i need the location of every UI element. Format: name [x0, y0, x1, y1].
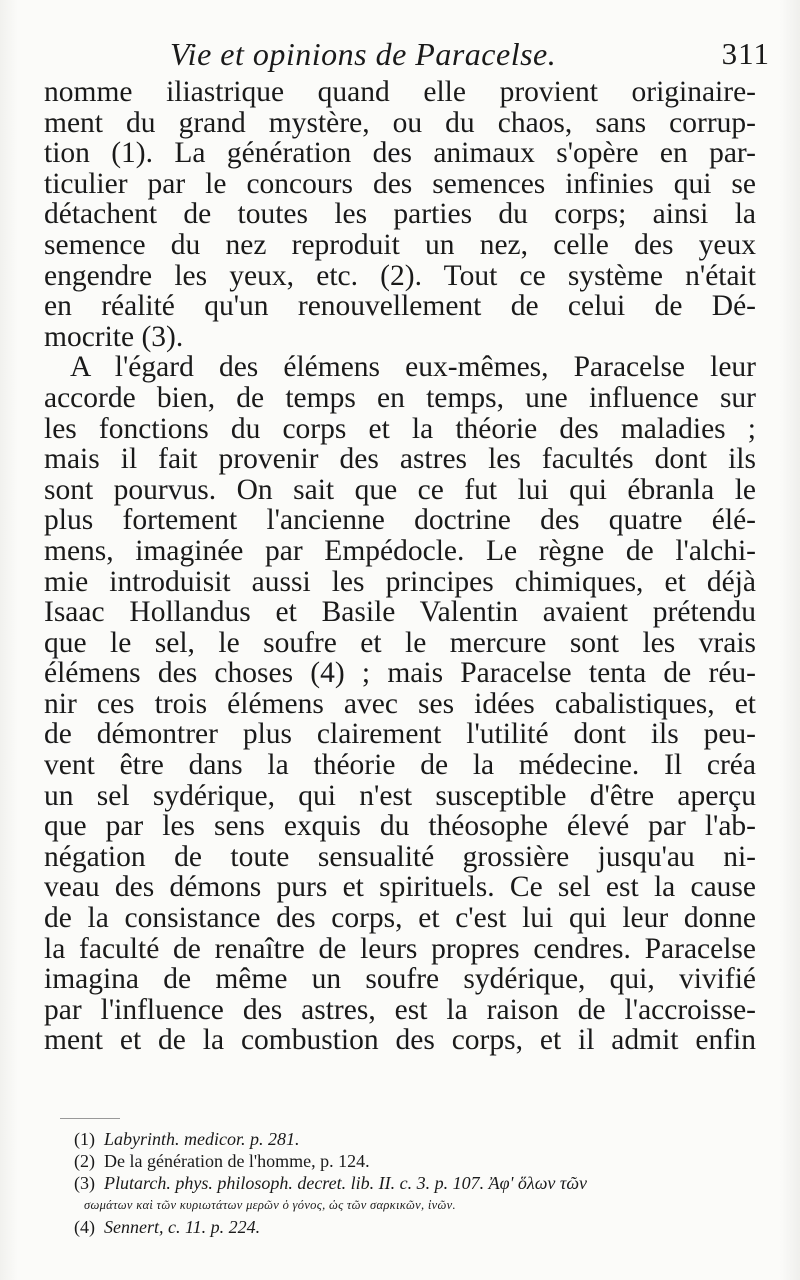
footnote-text: Plutarch. phys. philosoph. decret. lib. II. c. 3. p. 107. Ἀφ' ὅλων τῶν [104, 1173, 588, 1193]
running-header [170, 36, 770, 76]
text-line: ticulier par le concours des semences infinies qui se [44, 167, 756, 200]
footnote [74, 1150, 770, 1172]
footnote-rule [60, 1118, 120, 1119]
footnote-number: (2) [74, 1151, 95, 1171]
text-line: un sel sydérique, qui n'est susceptible d'être aperçu [44, 779, 756, 812]
text-line: tion (1). La génération des animaux s'opère en par- [44, 137, 756, 170]
text-line: imagina de même un soufre sydérique, qui, vivifié [44, 963, 756, 996]
text-line: nir ces trois élémens avec ses idées cabalistiques, et [44, 687, 756, 720]
footnote-text: σωμάτων καὶ τῶν κυριωτάτων μερῶν ὁ γόνος, ὡς τῶν σαρκικῶν, ἰνῶν. [84, 1198, 456, 1212]
text-line: accorde bien, de temps en temps, une influence sur [44, 381, 756, 414]
footnote-continuation [74, 1194, 770, 1216]
text-line: A l'égard des élémens eux-mêmes, Paracelse leur [70, 351, 756, 384]
text-line: ment et de la combustion des corps, et il admit enfin [44, 1024, 756, 1057]
page-number: 311 [721, 36, 770, 71]
text-line: mocrite (3). [44, 320, 184, 353]
text-line: que le sel, le soufre et le mercure sont les vrais [44, 626, 756, 659]
text-line: détachent de toutes les parties du corps; ainsi la [44, 198, 756, 231]
text-line: la faculté de renaître de leurs propres cendres. Paracelse [44, 932, 756, 965]
text-line: négation de toute sensualité grossière jusqu'au ni- [44, 840, 756, 873]
text-line: mie introduisit aussi les principes chimiques, et déjà [44, 565, 756, 598]
footnote-number: (1) [74, 1129, 95, 1149]
text-line: que par les sens exquis du théosophe élevé par l'ab- [44, 810, 756, 843]
text-line: engendre les yeux, etc. (2). Tout ce système n'était [44, 259, 756, 292]
text-line: plus fortement l'ancienne doctrine des quatre élé- [44, 504, 756, 537]
footnote-text: Sennert, c. 11. p. 224. [104, 1217, 261, 1237]
text-line: ment du grand mystère, ou du chaos, sans corrup- [44, 106, 756, 139]
body-text [44, 77, 756, 1056]
text-line: semence du nez reproduit un nez, celle des yeux [44, 228, 756, 261]
footnote-number: (4) [74, 1217, 95, 1237]
text-line: de démontrer plus clairement l'utilité dont ils peu- [44, 718, 756, 751]
footnote [74, 1128, 770, 1150]
text-line: élémens des choses (4) ; mais Paracelse tenta de réu- [44, 657, 756, 690]
footnote-text: Labyrinth. medicor. p. 281. [104, 1129, 300, 1149]
text-line: les fonctions du corps et la théorie des maladies ; [44, 412, 756, 445]
text-line: mens, imaginée par Empédocle. Le règne de l'alchi- [44, 534, 756, 567]
text-line: mais il fait provenir des astres les facultés dont ils [44, 443, 756, 476]
footnote [74, 1172, 770, 1194]
running-title: Vie et opinions de Paracelse. [170, 36, 557, 72]
text-line: en réalité qu'un renouvellement de celui de Dé- [44, 290, 756, 323]
footnote-text: De la génération de l'homme, p. 124. [104, 1151, 370, 1171]
footnote [74, 1216, 770, 1238]
footnote-number: (3) [74, 1173, 95, 1193]
text-line: sont pourvus. On sait que ce fut lui qui ébranla le [44, 473, 756, 506]
text-line: de la consistance des corps, et c'est lui qui leur donne [44, 902, 756, 935]
text-line: veau des démons purs et spirituels. Ce sel est la cause [44, 871, 756, 904]
text-line: Isaac Hollandus et Basile Valentin avaient prétendu [44, 596, 756, 629]
text-line: vent être dans la théorie de la médecine. Il créa [44, 749, 756, 782]
text-line: nomme iliastrique quand elle provient originaire- [44, 76, 756, 108]
footnotes [74, 1128, 770, 1238]
text-line: par l'influence des astres, est la raison de l'accroisse- [44, 993, 756, 1026]
